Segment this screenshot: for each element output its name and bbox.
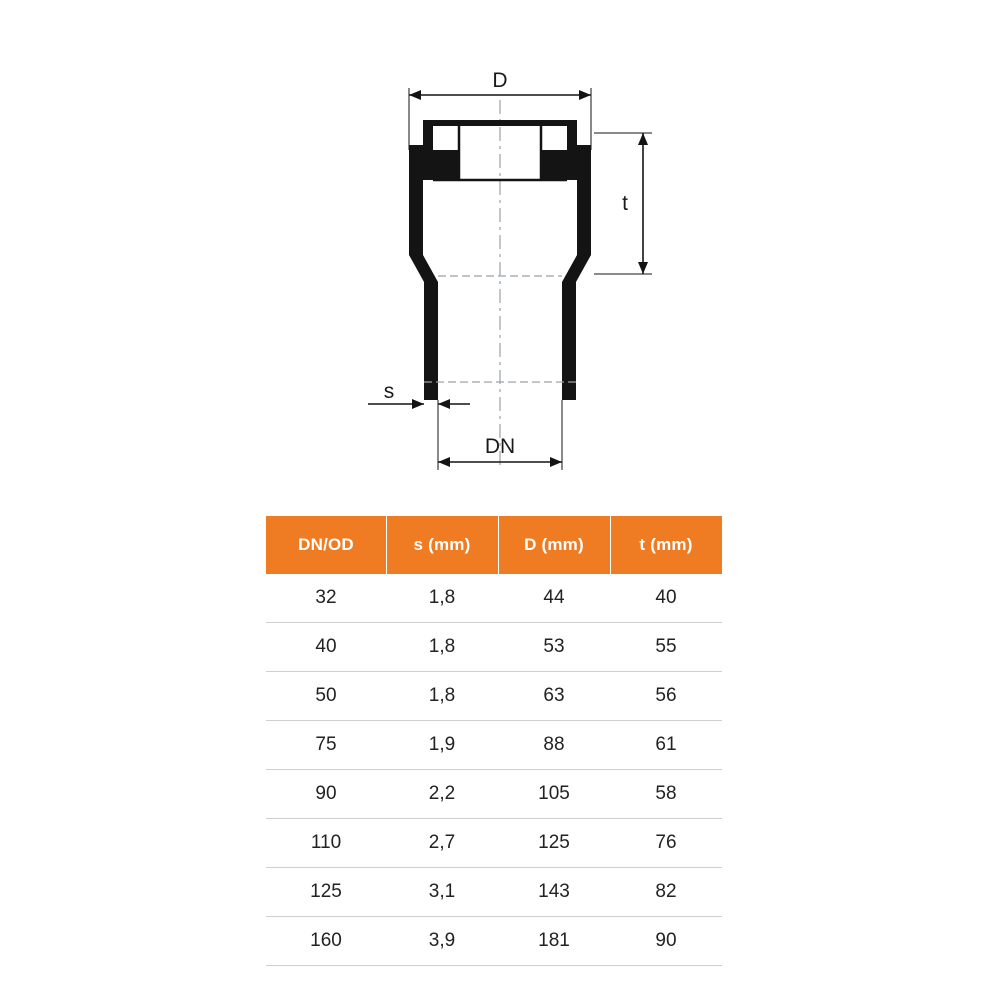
cone-left (409, 255, 438, 400)
cell-s: 2,7 (386, 819, 498, 868)
seal-groove-left (423, 120, 433, 180)
cell-d: 63 (498, 672, 610, 721)
cell-t: 40 (610, 574, 722, 623)
cell-d: 88 (498, 721, 610, 770)
cell-t: 82 (610, 868, 722, 917)
table-body (266, 574, 722, 966)
dim-D-arrow-right (579, 90, 591, 100)
table-header-row (266, 516, 722, 574)
cell-dn: 75 (266, 721, 386, 770)
column-header-d: D (mm) (498, 516, 610, 574)
cell-s: 2,2 (386, 770, 498, 819)
cell-d: 143 (498, 868, 610, 917)
dim-s-arrow-a (412, 399, 424, 409)
cone-right (562, 255, 591, 400)
dim-t-arrow-top (638, 133, 648, 145)
cell-t: 76 (610, 819, 722, 868)
cell-d: 105 (498, 770, 610, 819)
cell-dn: 32 (266, 574, 386, 623)
table-row (266, 770, 722, 819)
socket-rim-right (577, 145, 591, 153)
column-header-dn-od: DN/OD (266, 516, 386, 574)
cell-dn: 40 (266, 623, 386, 672)
dimension-table (266, 516, 722, 966)
cell-dn: 110 (266, 819, 386, 868)
cell-t: 58 (610, 770, 722, 819)
sealing-ring-right (541, 150, 567, 180)
sealing-ring-left (433, 150, 459, 180)
dim-label-t: t (622, 192, 628, 215)
cell-d: 181 (498, 917, 610, 966)
dim-t-arrow-bottom (638, 262, 648, 274)
cell-s: 3,9 (386, 917, 498, 966)
cell-dn: 125 (266, 868, 386, 917)
cell-s: 1,9 (386, 721, 498, 770)
cell-t: 90 (610, 917, 722, 966)
column-header-s: s (mm) (386, 516, 498, 574)
table-row (266, 574, 722, 623)
dim-D-arrow-left (409, 90, 421, 100)
table-row (266, 623, 722, 672)
cell-t: 55 (610, 623, 722, 672)
cell-d: 44 (498, 574, 610, 623)
cell-s: 1,8 (386, 623, 498, 672)
table-row (266, 868, 722, 917)
socket-left-wall (409, 145, 423, 255)
dim-s-arrow-b (438, 399, 450, 409)
cell-s: 1,8 (386, 672, 498, 721)
table-row (266, 819, 722, 868)
column-header-t: t (mm) (610, 516, 722, 574)
cell-d: 125 (498, 819, 610, 868)
dim-label-D: D (492, 69, 508, 92)
seal-groove-right (567, 120, 577, 180)
cell-dn: 90 (266, 770, 386, 819)
cell-s: 3,1 (386, 868, 498, 917)
cell-t: 61 (610, 721, 722, 770)
dimension-table-container (266, 516, 722, 966)
cell-s: 1,8 (386, 574, 498, 623)
cell-d: 53 (498, 623, 610, 672)
socket-right-wall (577, 145, 591, 255)
table-row (266, 917, 722, 966)
table-row (266, 672, 722, 721)
dim-DN-arrow-right (550, 457, 562, 467)
cell-t: 56 (610, 672, 722, 721)
socket-top-lip (423, 120, 577, 126)
table-header (266, 516, 722, 574)
socket-rim-left (409, 145, 423, 153)
dim-DN-arrow-left (438, 457, 450, 467)
cell-dn: 160 (266, 917, 386, 966)
dim-label-s: s (383, 380, 395, 403)
cell-dn: 50 (266, 672, 386, 721)
dim-label-DN: DN (484, 435, 516, 458)
table-row (266, 721, 722, 770)
